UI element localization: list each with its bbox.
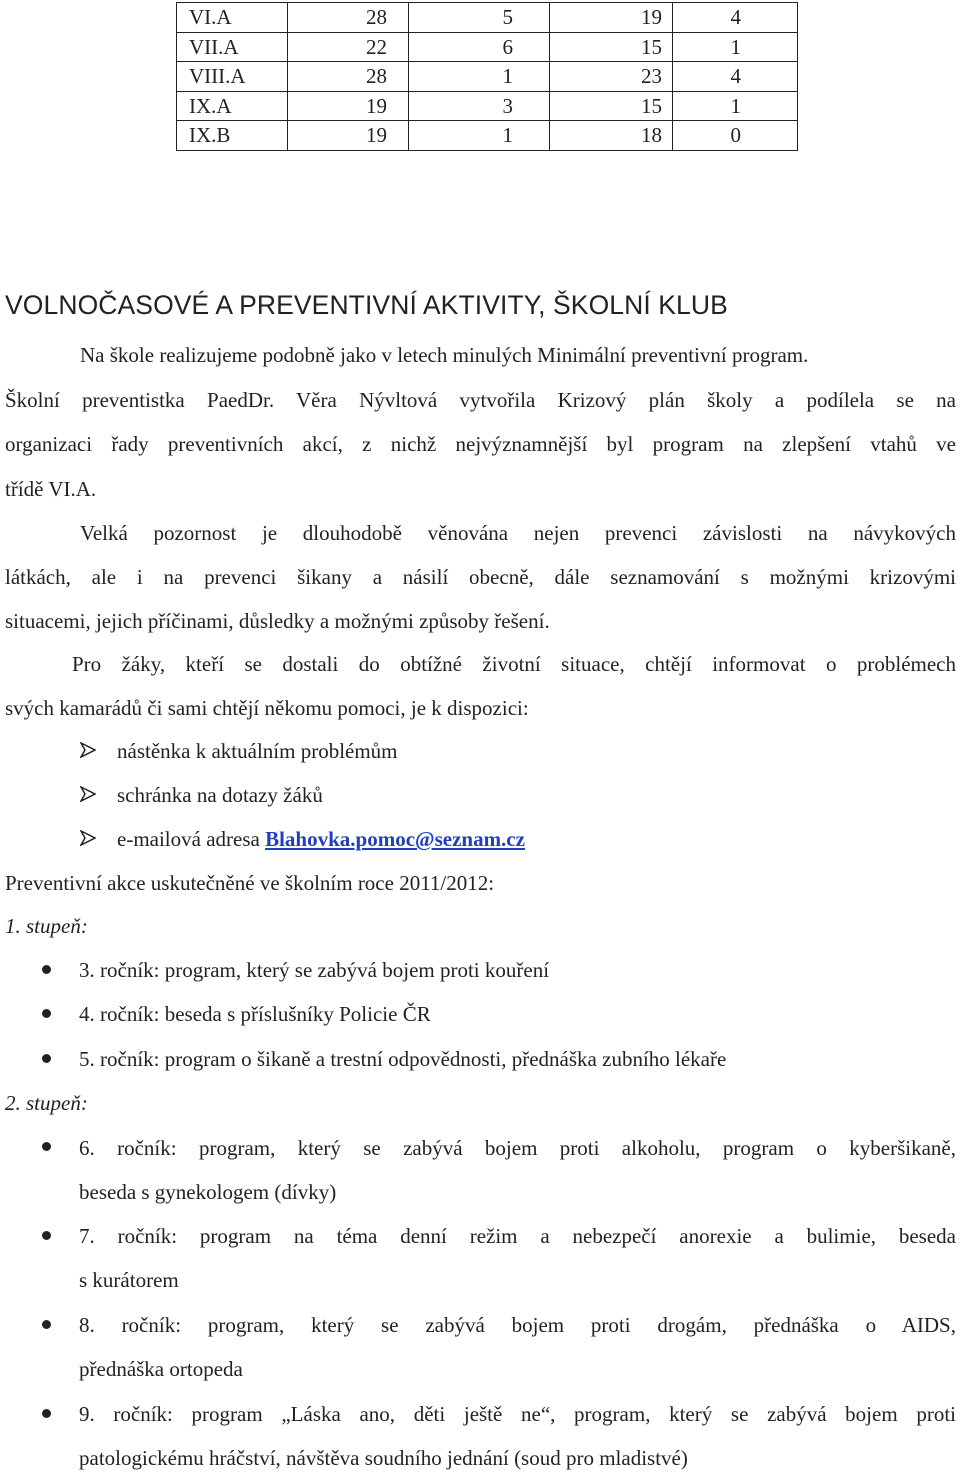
list-item: 9. ročník: program „Láska ano, děti ještě ne“, program, který se zabývá bojem proti xyxy=(79,1402,956,1426)
table-row xyxy=(177,3,798,33)
list-item: nástěnka k aktuálním problémům xyxy=(117,739,398,763)
table-row xyxy=(177,121,798,151)
table-cell: IX.A xyxy=(177,91,288,121)
paragraph-line: Velká pozornost je dlouhodobě věnována nejen prevenci závislosti na návykových xyxy=(80,521,956,545)
arrow-bullet-icon xyxy=(80,786,96,802)
paragraph-line: třídě VI.A. xyxy=(5,477,97,501)
table-cell: 1 xyxy=(409,62,550,92)
list-item: 3. ročník: program, který se zabývá bojem proti kouření xyxy=(79,958,550,982)
bullet-dot-icon xyxy=(42,1409,51,1418)
arrow-bullet-icon xyxy=(80,830,96,846)
table-cell: VI.A xyxy=(177,3,288,33)
bullet-dot-icon xyxy=(42,1231,51,1240)
paragraph-line: Školní preventistka PaedDr. Věra Nývltová vytvořila Krizový plán školy a podílela se na xyxy=(5,388,956,412)
table-cell: 15 xyxy=(550,91,673,121)
bullet-dot-icon xyxy=(42,1009,51,1018)
paragraph-line: látkách, ale i na prevenci šikany a násilí obecně, dále seznamování s možnými krizovými xyxy=(5,565,956,589)
paragraph-line: organizaci řady preventivních akcí, z nichž nejvýznamnější byl program na zlepšení vtahů ve xyxy=(5,432,956,456)
paragraph-line: Pro žáky, kteří se dostali do obtížné životní situace, chtějí informovat o problémech xyxy=(72,652,956,676)
table-row xyxy=(177,32,798,62)
list-item: 7. ročník: program na téma denní režim a nebezpečí anorexie a bulimie, beseda xyxy=(79,1224,956,1248)
table-cell: VIII.A xyxy=(177,62,288,92)
list-item-continuation: s kurátorem xyxy=(79,1268,179,1292)
table-cell: 22 xyxy=(288,32,409,62)
list-item: schránka na dotazy žáků xyxy=(117,783,323,807)
table-cell: 19 xyxy=(288,91,409,121)
table-cell: 1 xyxy=(673,91,798,121)
list-item: 6. ročník: program, který se zabývá bojem proti alkoholu, program o kyberšikaně, xyxy=(79,1136,956,1160)
bullet-dot-icon xyxy=(42,965,51,974)
list-item-continuation: patologickému hráčství, návštěva soudního jednání (soud pro mladistvé) xyxy=(79,1446,688,1470)
arrow-bullet-icon xyxy=(80,742,96,758)
email-label: e-mailová adresa xyxy=(117,827,266,851)
table-cell: 28 xyxy=(288,3,409,33)
list-item-continuation: beseda s gynekologem (dívky) xyxy=(79,1180,337,1204)
paragraph-line: svých kamarádů či sami chtějí někomu pomoci, je k dispozici: xyxy=(5,696,529,720)
table-cell: 1 xyxy=(673,32,798,62)
table-cell: 5 xyxy=(409,3,550,33)
table-cell: 0 xyxy=(673,121,798,151)
paragraph-line: situacemi, jejich příčinami, důsledky a možnými způsoby řešení. xyxy=(5,609,550,633)
table-row xyxy=(177,91,798,121)
bullet-dot-icon xyxy=(42,1054,51,1063)
table-cell: 3 xyxy=(409,91,550,121)
section-heading: VOLNOČASOVÉ A PREVENTIVNÍ AKTIVITY, ŠKOLNÍ KLUB xyxy=(5,290,728,320)
list-item-continuation: přednáška ortopeda xyxy=(79,1357,243,1381)
class-statistics-table xyxy=(176,2,798,151)
table-row xyxy=(177,62,798,92)
bullet-dot-icon xyxy=(42,1142,51,1151)
table-cell: 18 xyxy=(550,121,673,151)
table-cell: 6 xyxy=(409,32,550,62)
table-cell: 4 xyxy=(673,3,798,33)
table-cell: 19 xyxy=(288,121,409,151)
table-cell: IX.B xyxy=(177,121,288,151)
actions-title: Preventivní akce uskutečněné ve školním roce 2011/2012: xyxy=(5,871,495,895)
stage-label: 1. stupeň: xyxy=(5,914,88,938)
table-cell: 1 xyxy=(409,121,550,151)
list-item: 5. ročník: program o šikaně a trestní odpovědnosti, přednáška zubního lékaře xyxy=(79,1047,727,1071)
list-item: 8. ročník: program, který se zabývá bojem proti drogám, přednáška o AIDS, xyxy=(79,1313,956,1337)
table-cell: 23 xyxy=(550,62,673,92)
list-item xyxy=(117,825,525,853)
bullet-dot-icon xyxy=(42,1320,51,1329)
table-cell: VII.A xyxy=(177,32,288,62)
stage-label: 2. stupeň: xyxy=(5,1091,88,1115)
table-cell: 15 xyxy=(550,32,673,62)
table-cell: 4 xyxy=(673,62,798,92)
table-cell: 28 xyxy=(288,62,409,92)
list-item: 4. ročník: beseda s příslušníky Policie ČR xyxy=(79,1002,431,1026)
paragraph-line: Na škole realizujeme podobně jako v letech minulých Minimální preventivní program. xyxy=(80,343,809,367)
email-link[interactable]: Blahovka.pomoc@seznam.cz xyxy=(265,827,525,851)
table-cell: 19 xyxy=(550,3,673,33)
